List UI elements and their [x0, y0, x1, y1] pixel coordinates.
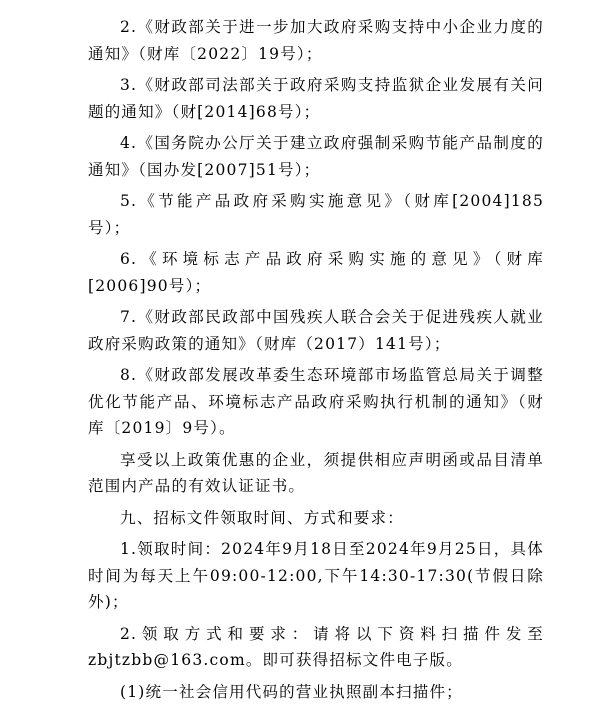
policy-item-8: 8.《财政部发展改革委生态环境部市场监管总局关于调整优化节能产品、环境标志产品政府采购执行机制的通知》（财库〔2019〕9号）。 — [0, 362, 600, 442]
policy-item-7: 7.《财政部民政部中国残疾人联合会关于促进残疾人就业政府采购政策的通知》（财库（2017）141号）； — [0, 304, 600, 357]
section-9-heading: 九、招标文件领取时间、方式和要求： — [0, 505, 600, 532]
requirement-1: (1)统一社会信用代码的营业执照副本扫描件； — [0, 679, 600, 705]
policy-item-3: 3.《财政部司法部关于政府采购支持监狱企业发展有关问题的通知》（财[2014]68号）； — [0, 72, 600, 125]
top-margin — [0, 0, 600, 14]
collect-time: 1.领取时间：2024年9月18日至2024年9月25日，具体时间为每天上午09:00-12:00,下午14:30-17:30(节假日除外)； — [0, 536, 600, 616]
policy-item-2: 2.《财政部关于进一步加大政府采购支持中小企业力度的通知》（财库〔2022〕19号）； — [0, 14, 600, 67]
policy-item-6: 6.《环境标志产品政府采购实施的意见》（财库[2006]90号）； — [0, 246, 600, 299]
collect-method: 2.领取方式和要求：请将以下资料扫描件发至zbjtzbb@163.com。即可获得招标文件电子版。 — [0, 621, 600, 674]
policy-item-5: 5.《节能产品政府采购实施意见》（财库[2004]185号）； — [0, 188, 600, 241]
policy-item-4: 4.《国务院办公厅关于建立政府强制采购节能产品制度的通知》（国办发[2007]51号）； — [0, 130, 600, 183]
policy-note: 享受以上政策优惠的企业，须提供相应声明函或品目清单范围内产品的有效认证证书。 — [0, 447, 600, 500]
